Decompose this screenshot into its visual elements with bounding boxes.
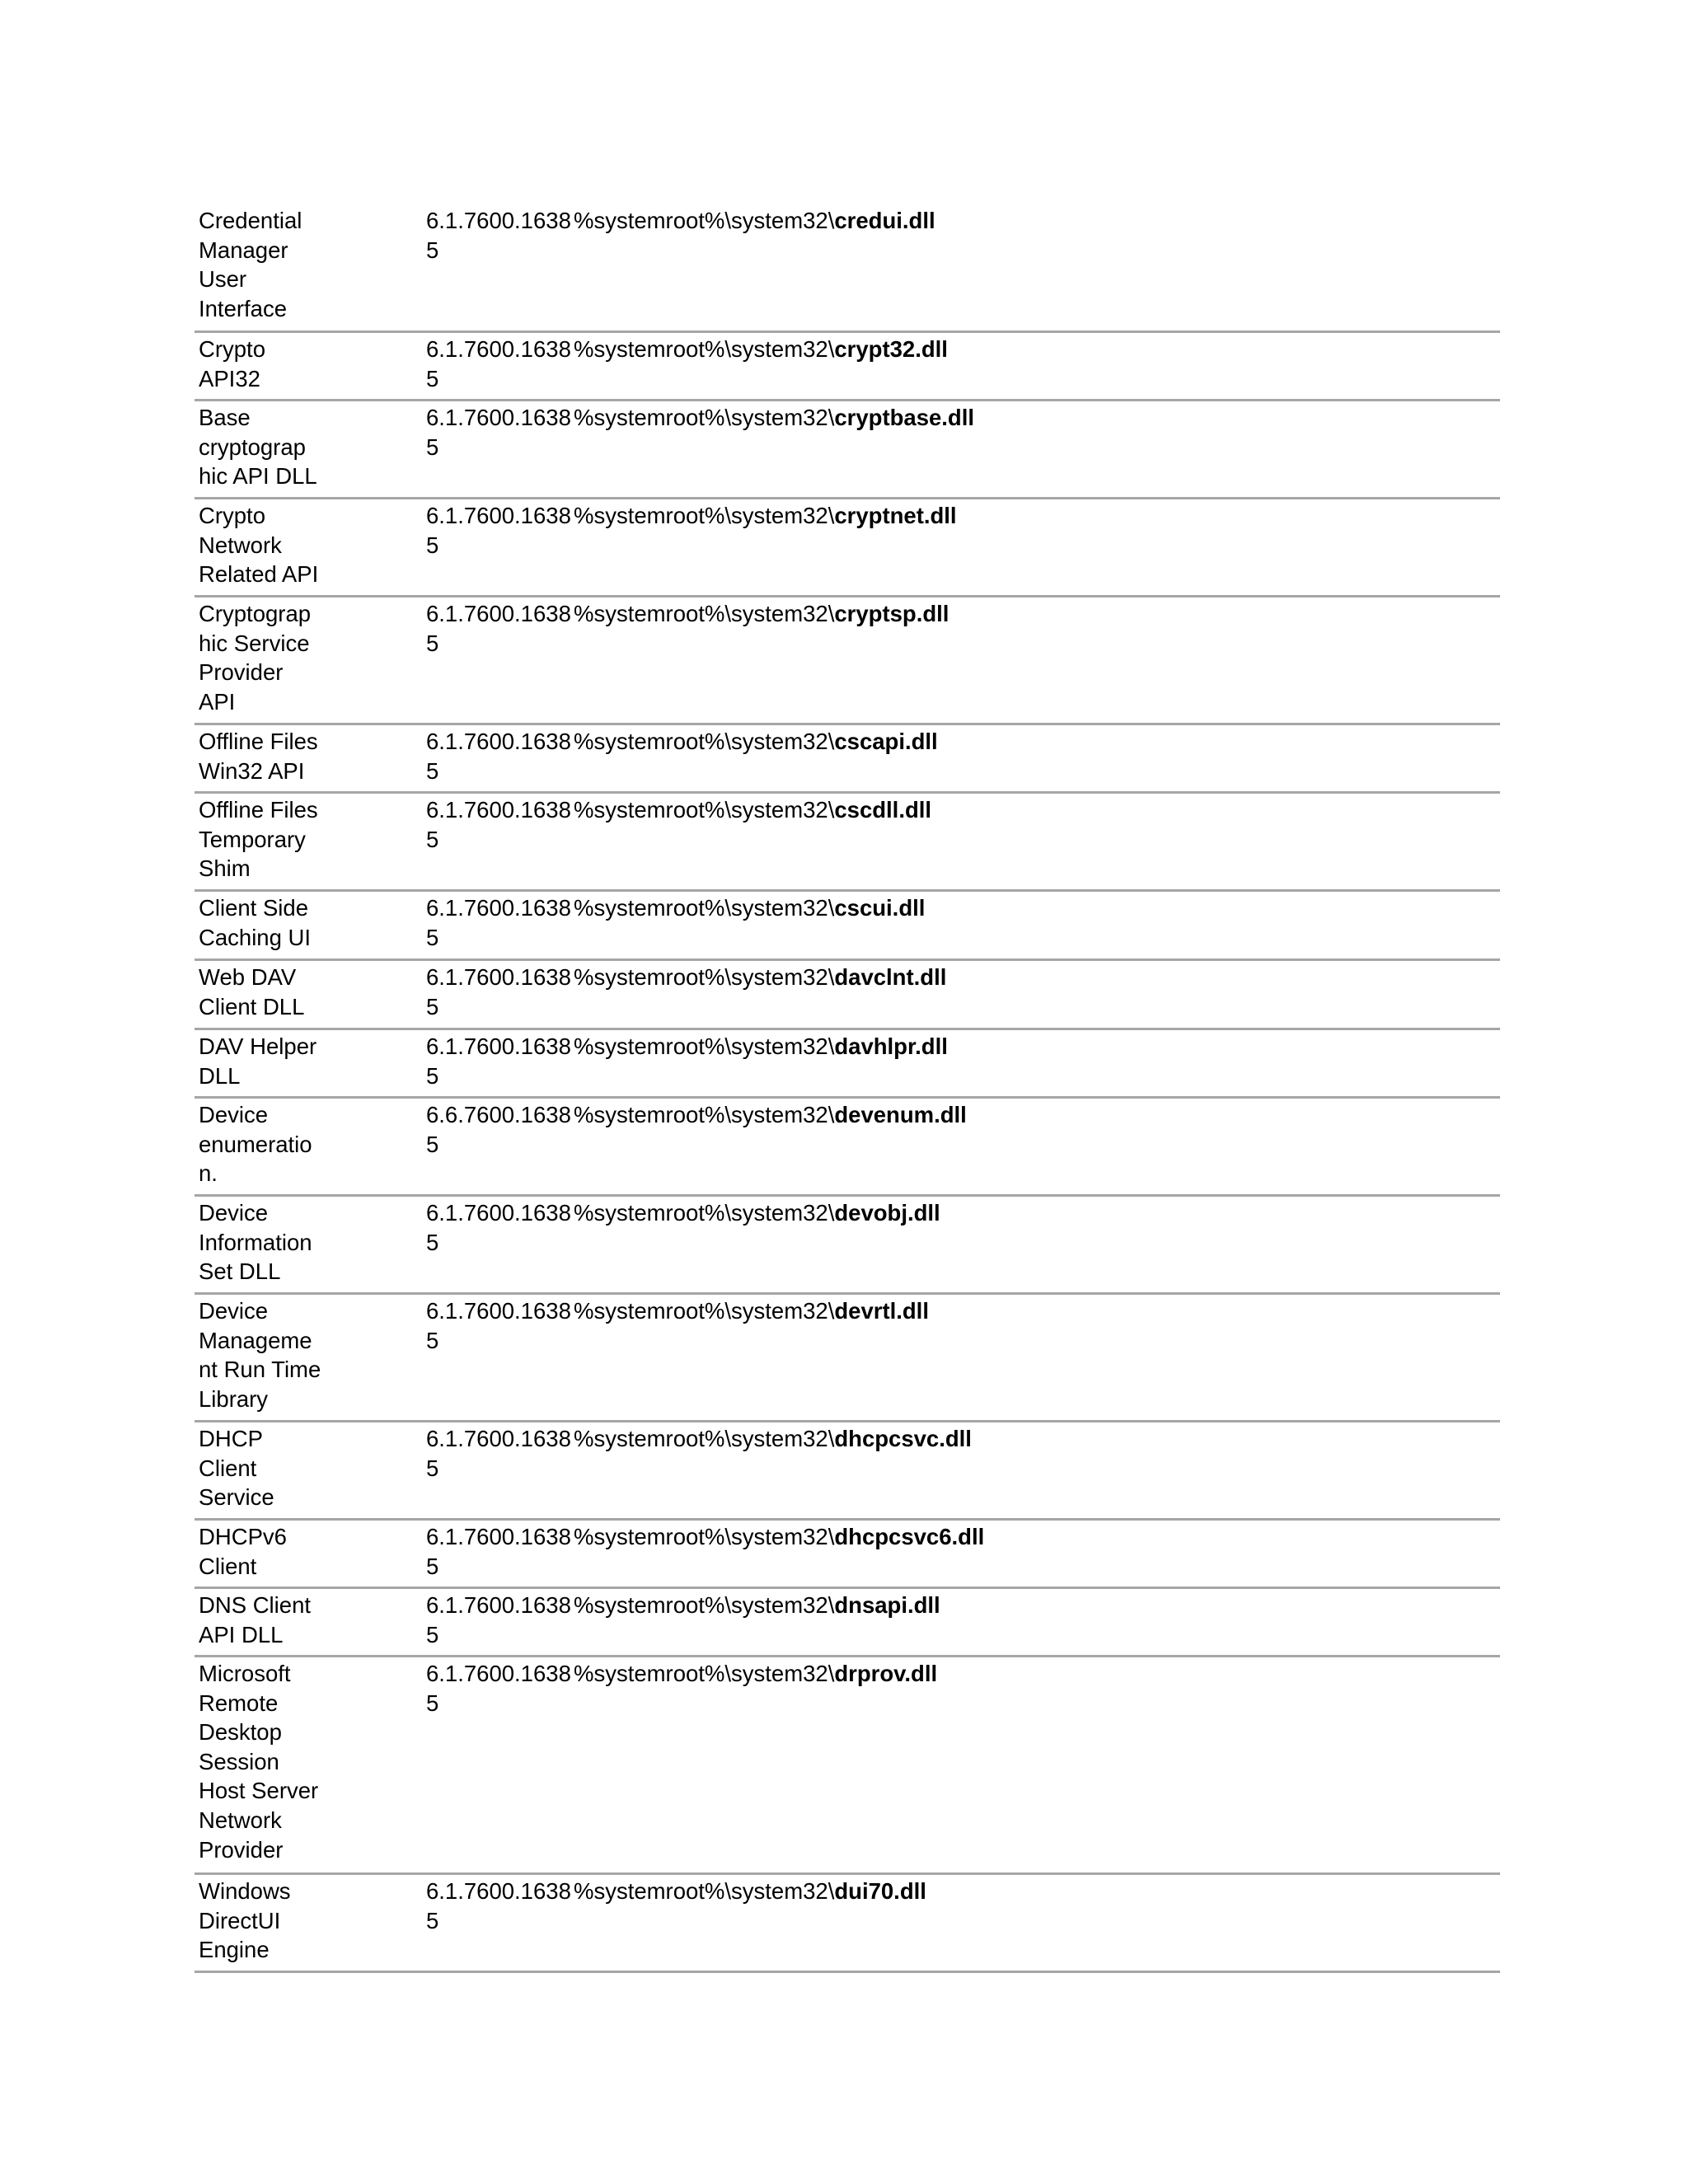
file-name: davhlpr.dll (834, 1033, 948, 1059)
file-version: 6.1.7600.1638 5 (426, 1033, 571, 1089)
file-version: 6.1.7600.1638 5 (426, 1524, 571, 1579)
table-row (195, 1589, 1500, 1657)
file-name: devenum.dll (834, 1102, 967, 1127)
file-path (574, 403, 974, 433)
file-version: 6.1.7600.1638 5 (426, 895, 571, 950)
file-path (574, 599, 949, 629)
file-path (574, 963, 946, 992)
table-row (195, 1521, 1500, 1589)
component-name: Offline Files Temporary Shim (199, 797, 318, 882)
table-row (195, 499, 1500, 598)
file-name: dhcpcsvc.dll (834, 1426, 972, 1451)
path-prefix: %systemroot%\system32\ (574, 405, 835, 430)
file-name: cryptnet.dll (834, 503, 957, 528)
table-row (195, 401, 1500, 499)
table-row (195, 598, 1500, 725)
component-name: Offline Files Win32 API (199, 729, 318, 784)
path-prefix: %systemroot%\system32\ (574, 336, 835, 362)
file-version: 6.1.7600.1638 5 (426, 1661, 571, 1716)
file-name: crypt32.dll (834, 336, 948, 362)
table-row (195, 794, 1500, 892)
table-row (195, 1875, 1500, 1973)
path-prefix: %systemroot%\system32\ (574, 1592, 835, 1618)
table-row (195, 1422, 1500, 1521)
table-row (195, 1030, 1500, 1099)
path-prefix: %systemroot%\system32\ (574, 964, 835, 990)
file-version: 6.1.7600.1638 5 (426, 336, 571, 391)
file-version: 6.6.7600.1638 5 (426, 1102, 571, 1157)
file-path (574, 335, 948, 364)
component-name: Windows DirectUI Engine (199, 1878, 291, 1963)
component-name: Microsoft Remote Desktop Session Host Server Network Provider (199, 1661, 319, 1863)
file-path (574, 501, 957, 531)
table-row (195, 961, 1500, 1030)
component-name: DAV Helper DLL (199, 1033, 317, 1089)
file-version: 6.1.7600.1638 5 (426, 1426, 571, 1481)
table-row (195, 1099, 1500, 1197)
file-path (574, 1877, 926, 1906)
file-path (574, 1032, 948, 1062)
component-name: DHCPv6 Client (199, 1524, 287, 1579)
table-row (195, 1295, 1500, 1422)
path-prefix: %systemroot%\system32\ (574, 895, 835, 921)
table-row (195, 1657, 1500, 1875)
file-path (574, 893, 925, 923)
file-version: 6.1.7600.1638 5 (426, 208, 571, 263)
path-prefix: %systemroot%\system32\ (574, 1200, 835, 1226)
file-path (574, 1100, 967, 1130)
file-path (574, 1659, 937, 1689)
file-version: 6.1.7600.1638 5 (426, 405, 571, 460)
file-version-table (195, 204, 1500, 1973)
table-row (195, 1197, 1500, 1295)
path-prefix: %systemroot%\system32\ (574, 1102, 835, 1127)
component-name: Crypto API32 (199, 336, 265, 391)
file-name: cscapi.dll (834, 729, 938, 754)
file-name: davclnt.dll (834, 964, 947, 990)
file-path (574, 1522, 984, 1552)
table-row (195, 725, 1500, 794)
component-name: DNS Client API DLL (199, 1592, 312, 1647)
table-row (195, 333, 1500, 401)
path-prefix: %systemroot%\system32\ (574, 1426, 835, 1451)
path-prefix: %systemroot%\system32\ (574, 1661, 835, 1686)
file-path (574, 1591, 940, 1620)
component-name: Web DAV Client DLL (199, 964, 305, 1019)
file-name: credui.dll (834, 208, 935, 233)
file-name: cscdll.dll (834, 797, 932, 823)
file-version: 6.1.7600.1638 5 (426, 1200, 571, 1255)
file-name: dhcpcsvc6.dll (834, 1524, 985, 1549)
file-version: 6.1.7600.1638 5 (426, 964, 571, 1019)
file-path (574, 1198, 940, 1228)
path-prefix: %systemroot%\system32\ (574, 208, 835, 233)
path-prefix: %systemroot%\system32\ (574, 797, 835, 823)
component-name: Device Manageme nt Run Time Library (199, 1298, 321, 1412)
file-name: dui70.dll (834, 1878, 926, 1904)
file-name: devobj.dll (834, 1200, 940, 1226)
file-name: cryptbase.dll (834, 405, 975, 430)
file-version: 6.1.7600.1638 5 (426, 729, 571, 784)
table-row (195, 892, 1500, 961)
file-version: 6.1.7600.1638 5 (426, 601, 571, 656)
file-name: drprov.dll (834, 1661, 938, 1686)
file-version: 6.1.7600.1638 5 (426, 1298, 571, 1353)
component-name: DHCP Client Service (199, 1426, 274, 1511)
file-path (574, 1296, 929, 1326)
file-path (574, 795, 931, 825)
file-version: 6.1.7600.1638 5 (426, 1878, 571, 1933)
path-prefix: %systemroot%\system32\ (574, 503, 835, 528)
file-version: 6.1.7600.1638 5 (426, 797, 571, 852)
file-name: devrtl.dll (834, 1298, 929, 1324)
path-prefix: %systemroot%\system32\ (574, 1033, 835, 1059)
file-path (574, 1424, 972, 1454)
file-name: cryptsp.dll (834, 601, 950, 626)
path-prefix: %systemroot%\system32\ (574, 1298, 835, 1324)
file-version: 6.1.7600.1638 5 (426, 1592, 571, 1647)
file-version: 6.1.7600.1638 5 (426, 503, 571, 558)
path-prefix: %systemroot%\system32\ (574, 729, 835, 754)
component-name: Cryptograp hic Service Provider API (199, 601, 312, 715)
file-path (574, 206, 935, 236)
component-name: Base cryptograp hic API DLL (199, 405, 317, 490)
component-name: Crypto Network Related API (199, 503, 319, 588)
component-name: Device Information Set DLL (199, 1200, 312, 1285)
file-name: cscui.dll (834, 895, 926, 921)
component-name: Client Side Caching UI (199, 895, 312, 950)
path-prefix: %systemroot%\system32\ (574, 601, 835, 626)
path-prefix: %systemroot%\system32\ (574, 1524, 835, 1549)
table-row (195, 204, 1500, 333)
component-name: Credential Manager User Interface (199, 208, 302, 321)
path-prefix: %systemroot%\system32\ (574, 1878, 835, 1904)
component-name: Device enumeratio n. (199, 1102, 312, 1187)
file-name: dnsapi.dll (834, 1592, 940, 1618)
file-path (574, 727, 938, 757)
